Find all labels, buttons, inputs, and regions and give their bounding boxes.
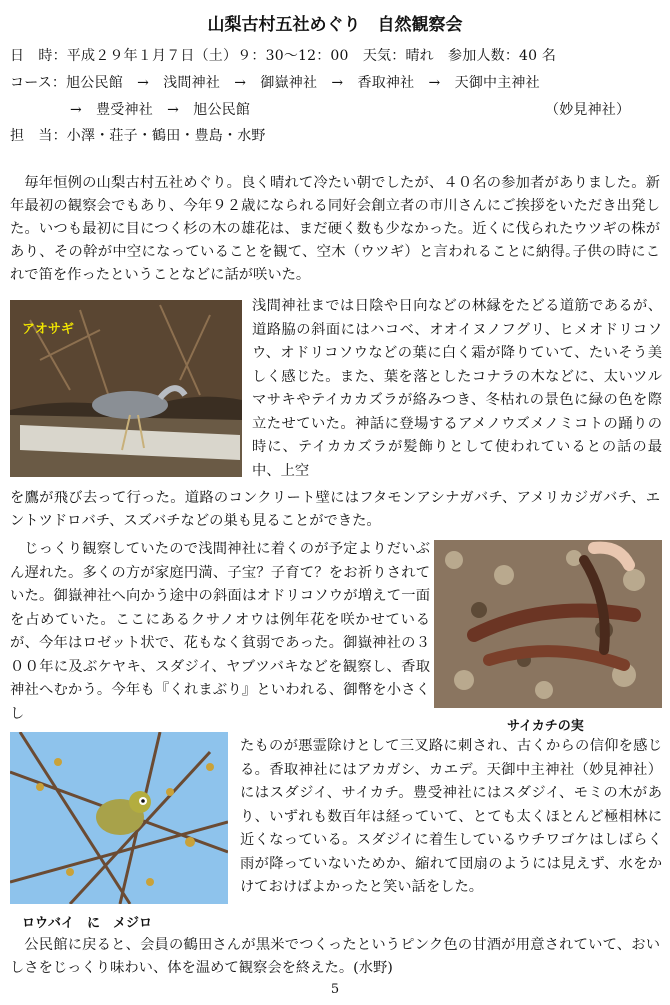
page-title: 山梨古村五社めぐり 自然観察会 <box>207 15 463 35</box>
paragraph-sengen-path: 浅間神社までは日陰や日向などの林縁をたどる道筋であるが、道路脇の斜面にはハコベ、オオイヌノフグリ、ヒメオドリコソウ、オドリコソウなどの葉に白く霜が降りていて、たいそう美しく感じた。また、葉を落としたコナラの木などに、太いツルマサキやテイカカズラが絡みつき、冬枯れの景色に緑の色を際立たせていた。神話に登場するアメノウズメノミコトの踊りの時に、テイカカズラが髪飾りとして使われているとの話の最中、上空 <box>252 298 662 479</box>
paragraph-katori: たものが悪霊除けとして三叉路に刺され、古くからの信仰を感じる。香取神社にはアカガシ、カエデ。天御中主神社（妙見神社）にはスダジイ、サイカチ。豊受神社にはスダジイ、モミの木があり、いずれも数百年は経っていて、とても太くほとんど極相林に近くなっている。スダジイに着生しているウチワゴケはしばらく雨が降っていないためか、縮れて団扇のようには見えず、水をかけておけばよかったと笑い話をした。 <box>240 738 662 895</box>
saikachi-caption: サイカチの実 <box>507 719 584 734</box>
paragraph-shrines: じっくり観察していたので浅間神社に着くのが予定よりだいぶん遅れた。多くの方が家庭円満、子宝？子育て？をお祈りされていた。御嶽神社へ向かう途中の斜面はオドリコソウが増えて一面を占めていた。ここにあるクサノオウは例年花を咲かせているが、今年はロゼット状で、花もなく貧弱であった。御嶽神社の３００年に及ぶケヤキ、スダジイ、ヤブツバキなどを観察し、香取神社へむかう。今年も『くれまぶり』といわれる、御幣を小さくし <box>10 541 430 722</box>
paragraph-intro: 毎年恒例の山梨古村五社めぐり。良く晴れて冷たい朝でしたが、４０名の参加者がありました。新年最初の観察会でもあり、今年９２歳になられる同好会創立者の市川さんにご挨拶をいただき出発した。いつも最初に目につく杉の木の雄花は、まだ硬く数も少なかった。近くに伐られたウツギの株があり、その幹が中空になっていることを観て、空木（ウツギ）と言われることに納得｡子供の時にこれで笛を作ったということなどに話が咲いた。 <box>10 175 660 283</box>
saikachi-photo <box>434 540 662 708</box>
mejiro-photo <box>10 732 228 904</box>
paragraph-closing: 公民館に戻ると、会員の鶴田さんが黒米でつくったというピンク色の甘酒が用意されていて、おいしさをじっくり味わい、体を温めて観察会を終えた。(水野) <box>10 937 660 976</box>
course-line-2: → 豊受神社 → 旭公民館 <box>70 102 251 118</box>
heron-caption: アオサギ <box>22 322 74 337</box>
course-note: （妙見神社） <box>545 102 631 118</box>
mejiro-caption: ロウバイ に メジロ <box>22 916 153 931</box>
staff-line: 担 当：小澤・荘子・鶴田・豊島・水野 <box>10 128 266 144</box>
page-number: 5 <box>330 982 340 997</box>
date-line: 日 時：平成２９年１月７日（土）９：30〜12：00 天気：晴れ 参加人数：40 名 <box>10 48 557 64</box>
paragraph-wasp-nests: を鷹が飛び去って行った。道路のコンクリート壁にはフタモンアシナガバチ、アメリカジガバチ、エントツドロバチ、スズバチなどの巣も見ることができた。 <box>10 490 660 529</box>
course-line-1: コース：旭公民館 → 浅間神社 → 御嶽神社 → 香取神社 → 天御中主神社 <box>10 75 540 91</box>
